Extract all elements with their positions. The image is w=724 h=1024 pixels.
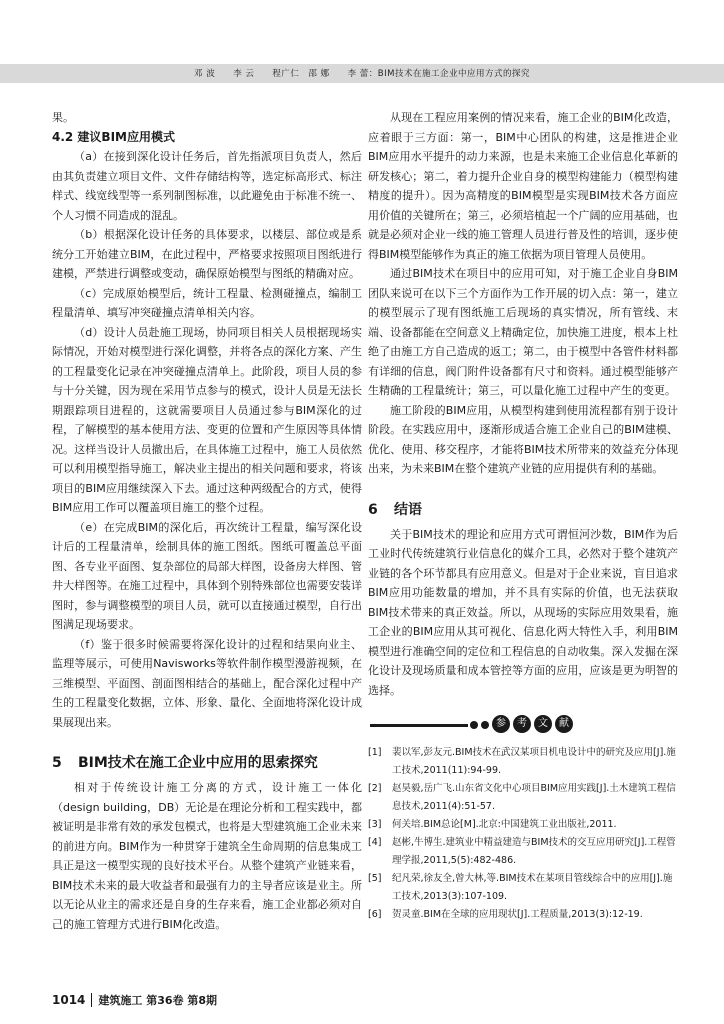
reference-number: [5]: [368, 873, 382, 884]
journal-name: 建筑施工 第36卷 第8期: [98, 994, 218, 1007]
section-heading-5: [52, 752, 362, 774]
reference-item: [368, 816, 678, 834]
references-char: 参: [492, 715, 510, 733]
paragraph: （d）设计人员赴施工现场，协同项目相关人员根据现场实际情况，开始对模型进行深化调整，并将各点的深化方案、产生的工程量变化记录在冲突碰撞点清单上。此阶段，项目人员的参与十分关键，因为现在采用节点参与的模式，设计人员是无法长期跟踪项目进程的，这就需要项目人员通过参与BIM深化的过程，了解模型的基本使用方法、变更的位置和产生原因等具体情况。这样当设计人员撤出后，在具体施工过程中，施工人员依然可以利用模型指导施工，解决业主提出的相关问题和要求，将该项目的BIM应用继续深入下去。通过这种两级配合的方式，使得BIM应用工作可以覆盖项目施工的整个过程。: [52, 325, 362, 514]
paragraph: （c）完成原始模型后，统计工程量、检测碰撞点，编制工程量清单、填写冲突碰撞点清单相关内容。: [52, 286, 362, 319]
reference-item: [368, 906, 678, 924]
reference-text: 纪凡荣,徐友全,曾大林,等.BIM技术在某项目管线综合中的应用[J].施工技术,2013(3):107-109.: [392, 873, 673, 902]
reference-number: [1]: [368, 747, 382, 758]
reference-item: [368, 780, 678, 816]
section-title: 结语: [394, 501, 422, 518]
paragraph: 施工阶段的BIM应用，从模型构建到使用流程都有别于设计阶段。在实践应用中，逐渐形成适合施工企业自己的BIM建模、优化、使用、移交程序，才能将BIM技术所带来的效益充分体现出来，为未来BIM在整个建筑产业链的应用提供有利的基础。: [368, 403, 678, 475]
page-footer: [52, 992, 217, 1008]
section-number: 6: [368, 501, 378, 518]
right-column: [368, 108, 678, 924]
paragraph: （a）在接到深化设计任务后，首先指派项目负责人，然后由其负责建立项目文件、文件存储结构等，选定标高形式、标注样式、线宽线型等一系列制图标准，以此避免由于标准不统一、个人习惯不同造成的混乱。: [52, 150, 362, 222]
reference-item: [368, 870, 678, 906]
paragraph: （e）在完成BIM的深化后，再次统计工程量，编写深化设计后的工程量清单，绘制具体的施工图纸。图纸可覆盖总平面图、各专业平面图、复杂部位的局部大样图，设备房大样图、管井大样图等。在施工过程中，具体到个别特殊部位也需要安装详图时，参与调整模型的项目人员，就可以直接通过模型，自行出图满足现场要求。: [52, 520, 362, 631]
bullet-dot: [470, 721, 478, 729]
section-number: 5: [52, 755, 62, 771]
reference-number: [4]: [368, 837, 382, 848]
references-char: 文: [534, 715, 552, 733]
section-heading-4-2: 4.2 建议BIM应用模式: [52, 129, 175, 144]
bullet-dot: [481, 721, 489, 729]
reference-item: [368, 744, 678, 780]
references-heading: [368, 714, 678, 736]
paragraph: 果。: [52, 111, 74, 124]
references-char: 考: [513, 715, 531, 733]
paragraph: （f）鉴于很多时候需要将深化设计的过程和结果向业主、监理等展示，可使用Navisworks等软件制作模型漫游视频，在三维模型、平面图、剖面图相结合的基础上，配合深化过程中产生的工程量变化数据，立体、形象、量化、全面地将深化设计成果展现出来。: [52, 637, 362, 729]
section-heading-6: [368, 499, 678, 521]
paragraph: 关于BIM技术的理论和应用方式可谓恒河沙数，BIM作为后工业时代传统建筑行业信息化的媒介工具，必然对于整个建筑产业链的各个环节都具有应用意义。但是对于企业来说，盲目追求BIM应用功能数量的增加，并不具有实际的价值，也无法获取BIM技术带来的真正效益。所以，从现场的实际应用效果看，施工企业的BIM应用从其可视化、信息化两大特性入手，利用BIM模型进行准确空间的定位和工程信息的自动收集。深入发掘在深化设计及现场质量和成本管控等方面的应用，应该是更为明智的选择。: [368, 527, 678, 697]
reference-item: [368, 834, 678, 870]
page-number: 1014: [52, 993, 92, 1007]
reference-text: 赵彬,牛博生.建筑业中精益建造与BIM技术的交互应用研究[J].工程管理学报,2011,5(5):482-486.: [392, 837, 676, 866]
section-title: BIM技术在施工企业中应用的思索探究: [78, 755, 318, 771]
reference-text: 裴以军,彭友元.BIM技术在武汉某项目机电设计中的研究及应用[J].施工技术,2011(11):94-99.: [392, 747, 676, 776]
reference-text: 赵昊毅,岳广飞.山东省文化中心项目BIM应用实践[J].土木建筑工程信息技术,2011(4):51-57.: [392, 783, 676, 812]
reference-text: 贺灵童.BIM在全球的应用现状[J].工程质量,2013(3):12-19.: [392, 909, 643, 920]
paragraph: 通过BIM技术在项目中的应用可知，对于施工企业自身BIM团队来说可在以下三个方面作为工作开展的切入点：第一，建立的模型展示了现有图纸施工后现场的真实情况，所有管线、末端、设备都能在空间意义上精确定位，加快施工进度，根本上杜绝了由施工方自己造成的返工；第二，由于模型中各管件材料都有详细的信息，阀门附件设备都有尺寸和资料。通过模型能够产生精确的工程量统计；第三，可以量化施工过程中产生的变更。: [368, 267, 678, 397]
paragraph: （b）根据深化设计任务的具体要求，以楼层、部位或是系统分工开始建立BIM，在此过程中，严格要求按照项目图纸进行建模，严禁进行调整或变动，确保原始模型与图纸的精确对应。: [52, 228, 362, 280]
running-head-band: [0, 64, 724, 83]
reference-number: [6]: [368, 909, 382, 920]
left-column: [52, 108, 362, 934]
running-head: 邓 波 李 云 程广仁 邵 娜 李 蕾：BIM技术在施工企业中应用方式的探究: [194, 69, 530, 79]
reference-number: [3]: [368, 819, 382, 830]
paragraph: 相对于传统设计施工分离的方式，设计施工一体化（design building，DB）无论是在理论分析和工程实践中，都被证明是非常有效的承发包模式，也将是大型建筑施工企业未来的前进方向。BIM作为一种贯穿于建筑全生命周期的信息集成工具正是这一模型实现的良好技术平台。从整个建筑产业链来看，BIM技术未来的最大收益者和最强有力的主导者应该是业主。所以无论从业主的需求还是自身的生存来看，施工企业都必须对自己的施工管理方式进行BIM化改造。: [52, 781, 362, 931]
paragraph: 从现在工程应用案例的情况来看，施工企业的BIM化改造，应着眼于三方面：第一，BIM中心团队的构建，这是推进企业BIM应用水平提升的动力来源，也是未来施工企业信息化革新的研发核心；第二，着力提升企业自身的模型构建能力（模型构建精度的提升）。因为高精度的BIM模型是实现BIM技术各方面应用价值的关键所在；第三，必须培植起一个广阔的应用基础，也就是必须对企业一线的施工管理人员进行普及性的培训，逐步使得BIM模型能够作为真正的施工依据为项目管理人员使用。: [368, 111, 678, 261]
divider: [370, 724, 468, 727]
reference-number: [2]: [368, 783, 382, 794]
references-char: 献: [555, 715, 573, 733]
reference-text: 何关培.BIM总论[M].北京:中国建筑工业出版社,2011.: [392, 819, 617, 830]
